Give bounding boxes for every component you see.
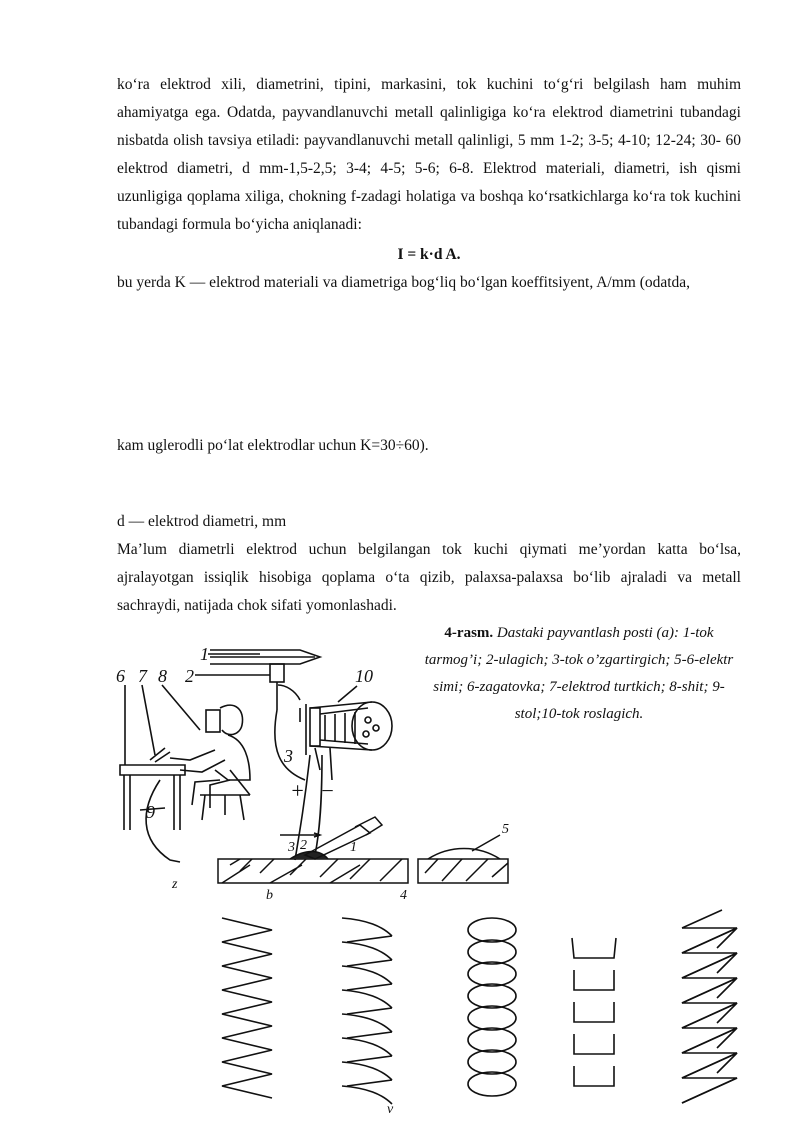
paragraph-diameter-definition: d — elektrod diametri, mm [117, 513, 287, 530]
label-3-small: 3 [288, 840, 295, 855]
label-plus: + [290, 778, 305, 803]
label-2-small: 2 [300, 838, 307, 853]
figure-caption-text: Dastaki payvantlash posti (a): 1-tok tarmog’i; 2-ulagich; 3-tok o’zgartirgich; 5-6-elektr simi; 6-zagatovka; 7-elektrod turtkich; 8-shit; 9-stol;10-tok roslagich. [424, 625, 734, 722]
label-5: 5 [502, 822, 509, 837]
label-b: b [266, 888, 273, 903]
current-formula: I = k·d A. [397, 246, 461, 263]
label-v: v [387, 1102, 394, 1117]
figure-caption-label: 4-rasm. [444, 625, 494, 641]
label-8: 8 [158, 666, 167, 686]
paragraph-coefficient: bu yerda K — elektrod materiali va diametriga bog‘liq bo‘lgan koeffitsiyent, A/mm (odatda, [117, 274, 691, 291]
paragraph-electrode-selection: ko‘ra elektrod xili, diametrini, tipini, markasini, tok kuchini to‘g‘ri belgilash ham muhim ahamiyatga ega. Odatda, payvandlanuvchi metall qalinligiga ko‘ra elektrod diametrini tubandagi nisbatda olish tavsiya etiladi: payvandlanuvchi metall qalinligi, 5 mm 1-2; 3-5; 4-10; 12-24; 30- 60 elektrod diametri, d mm-1,5-2,5; 3-4; 4-5; 5-6; 6-8. Elektrod materiali, diametri, ish qismi uzunligiga qoplama xiliga, chokning f-zadagi holatiga va boshqa ko‘rsatkichlarga ko‘ra tok kuchini tubandagi formula bo‘yicha aniqlanadi: [117, 76, 741, 233]
paragraph-coefficient-continued: kam uglerodli po‘lat elektrodlar uchun K=30÷60). [117, 437, 429, 454]
label-4: 4 [400, 888, 407, 903]
weld-bead-section-illustration [210, 815, 530, 905]
label-7: 7 [138, 666, 147, 686]
figure-caption [414, 620, 744, 728]
label-minus: − [320, 778, 335, 803]
label-10: 10 [355, 666, 373, 686]
label-3: 3 [284, 746, 293, 766]
label-z: z [172, 877, 178, 890]
label-1: 1 [200, 644, 209, 664]
label-9: 9 [146, 802, 155, 822]
label-2: 2 [185, 666, 194, 686]
label-1-small: 1 [350, 840, 357, 855]
electrode-motion-patterns-illustration [212, 908, 762, 1118]
label-6: 6 [116, 666, 125, 686]
paragraph-excess-current: Ma’lum diametrli elektrod uchun belgilangan tok kuchi qiymati me’yordan katta bo‘lsa, ajralayotgan issiqlik hisobiga qoplama o‘ta qizib, palaxsa-palaxsa bo‘lib ajraladi va metall sachraydi, natijada chok sifati yomonlashadi. [117, 541, 741, 614]
